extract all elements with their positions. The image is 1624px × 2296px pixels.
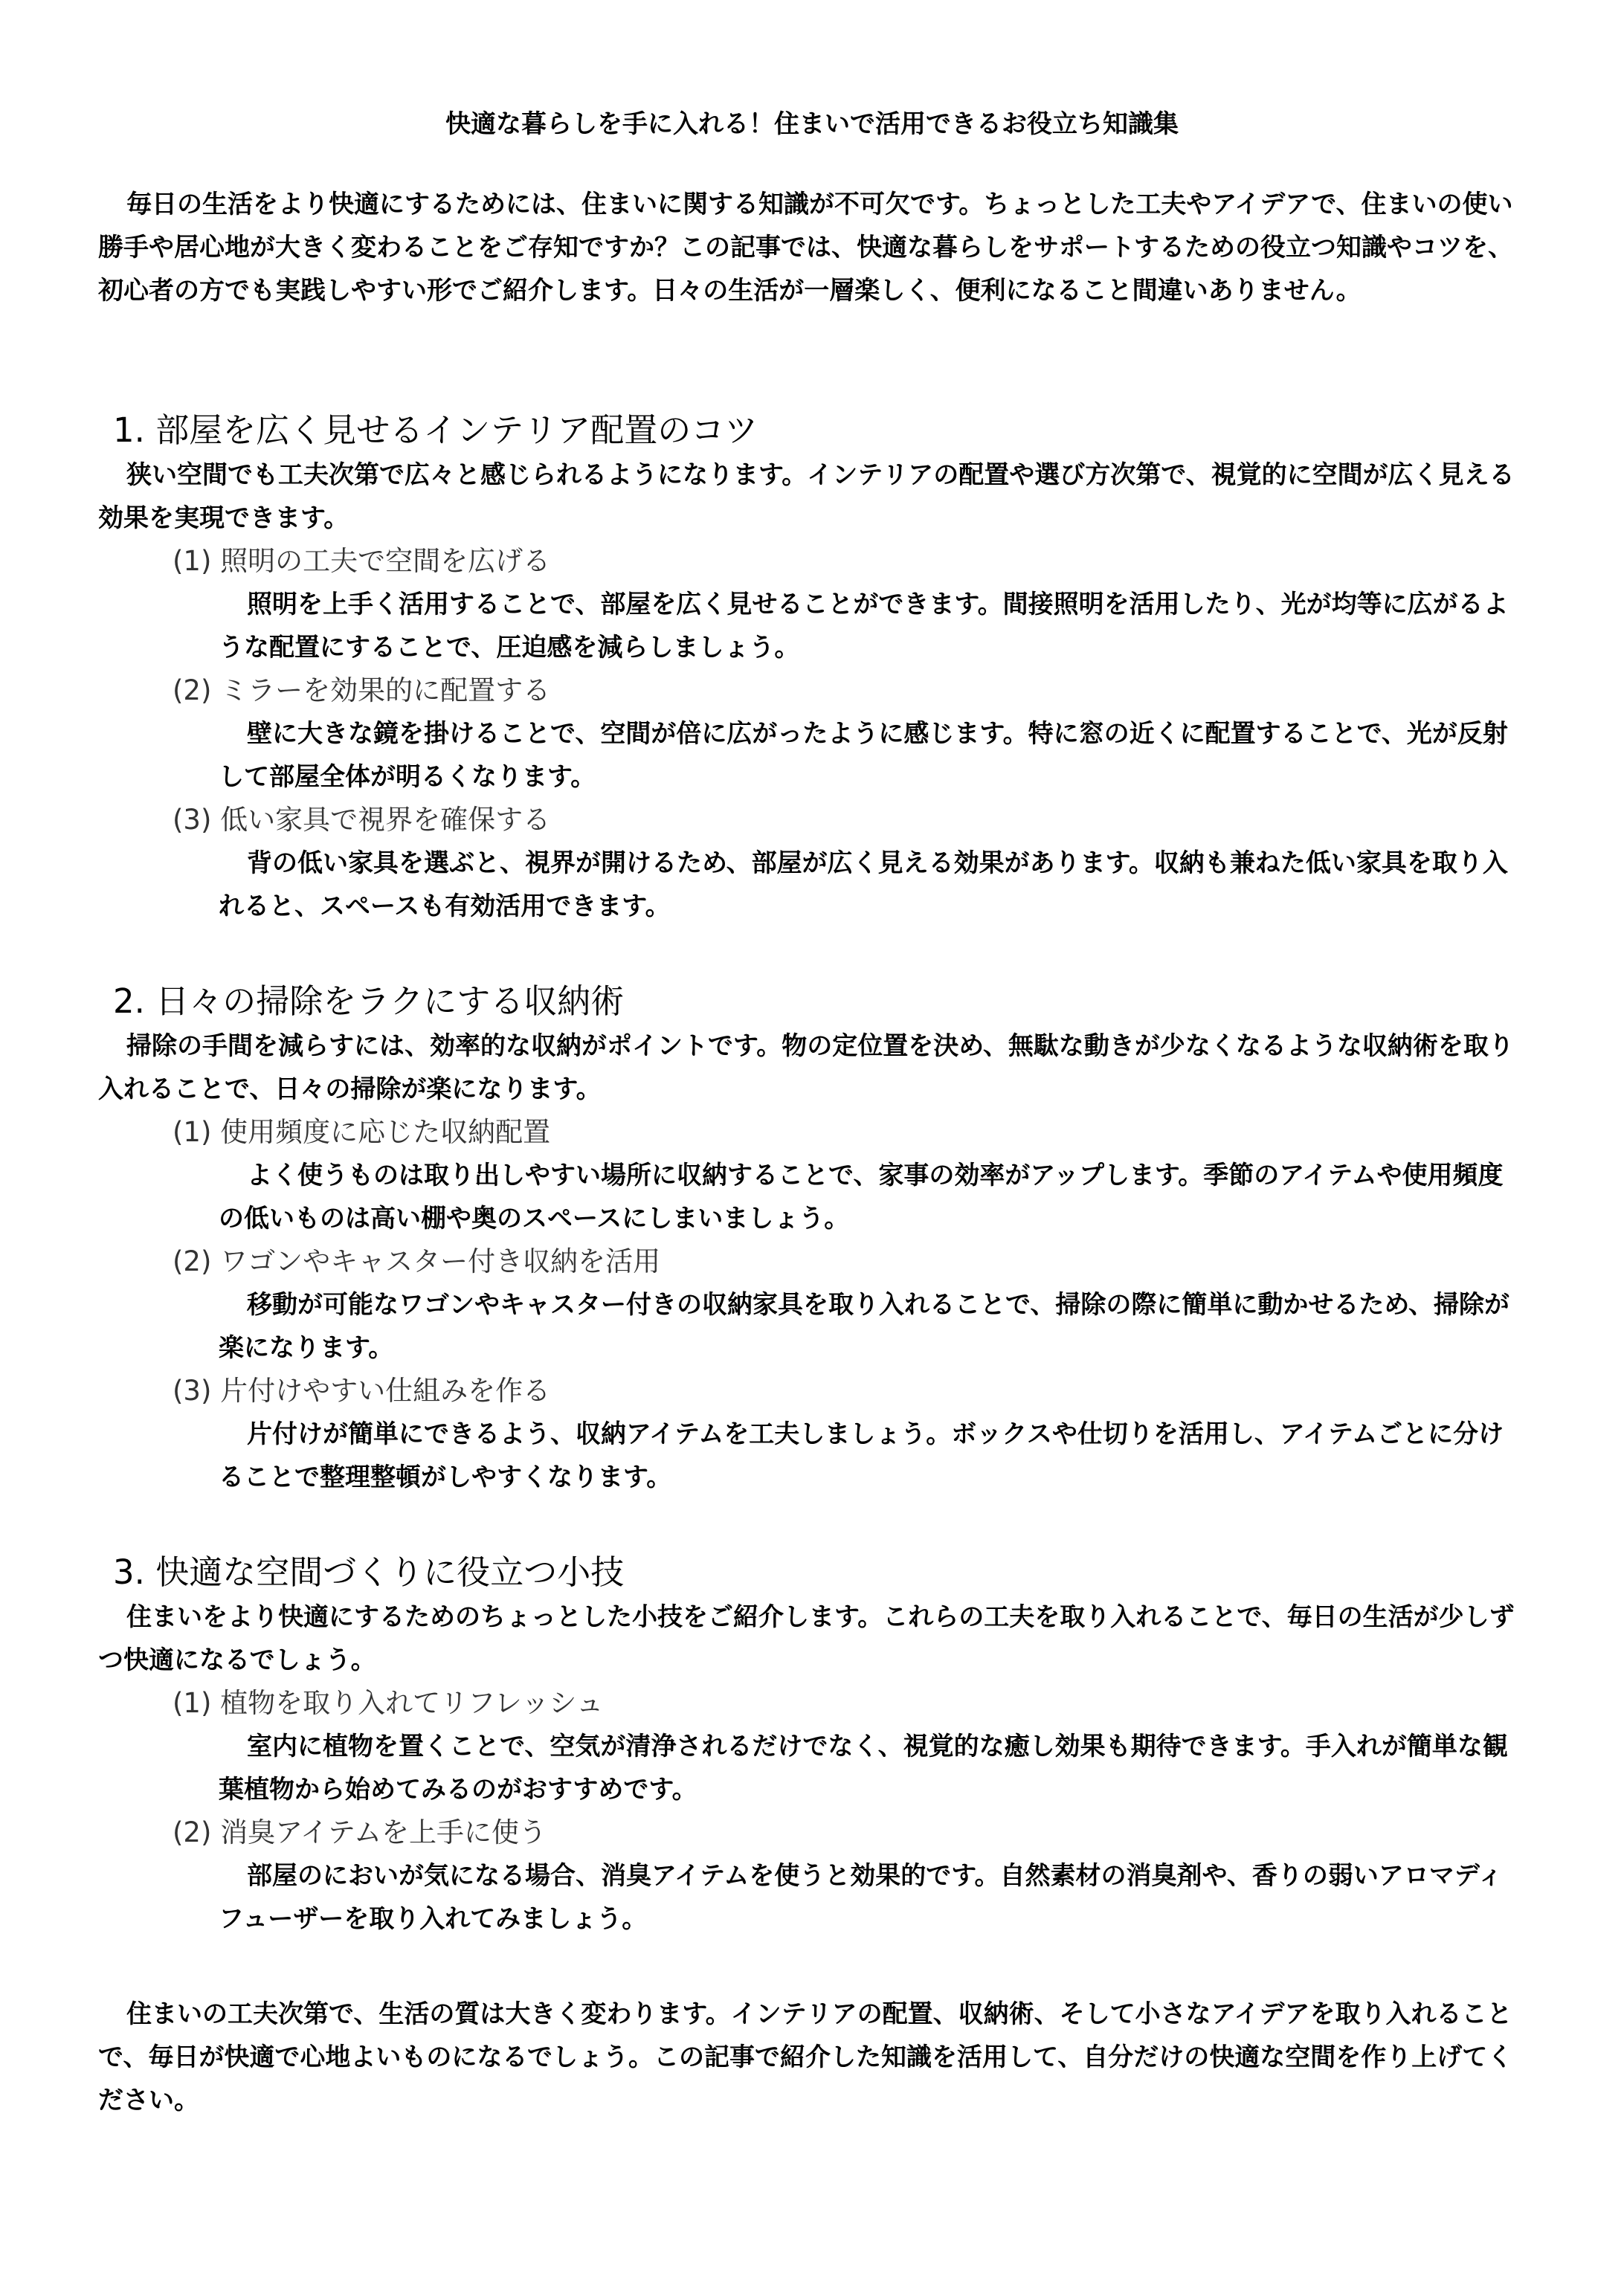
subsection-heading: (2) ワゴンやキャスター付き収納を活用 (173, 1245, 661, 1277)
subsection-body: 壁に大きな鏡を掛けることで、空間が倍に広がったように感じます。特に窓の近くに配置することで、光が反射して部屋全体が明るくなります。 (219, 719, 1508, 792)
subsection-usage-frequency (173, 1111, 1526, 1240)
subsection-deodorizer (173, 1811, 1526, 1941)
subsection-body: 移動が可能なワゴンやキャスター付きの収納家具を取り入れることで、掃除の際に簡単に動かせるため、掃除が楽になります。 (219, 1290, 1509, 1363)
subsection-mirror (173, 669, 1526, 799)
subsection-heading: (3) 片付けやすい仕組みを作る (173, 1375, 551, 1407)
intro-paragraph: 毎日の生活をより快適にするためには、住まいに関する知識が不可欠です。ちょっとした工夫やアイデアで、住まいの使い勝手や居心地が大きく変わることをご存知ですか？この記事では、快適な暮らしをサポートするための役立つ知識やコツを、初心者の方でも実践しやすい形でご紹介します。日々の生活が一層楽しく、便利になること間違いありません。 (98, 190, 1513, 306)
subsection-lighting (173, 540, 1526, 669)
subsection-body: 照明を上手く活用することで、部屋を広く見せることができます。間接照明を活用したり、光が均等に広がるような配置にすることで、圧迫感を減らしましょう。 (219, 590, 1509, 662)
section-heading: 3. 快適な空間づくりに役立つ小技 (113, 1552, 625, 1592)
subsection-heading: (3) 低い家具で視界を確保する (173, 804, 551, 836)
subsection-heading: (1) 照明の工夫で空間を広げる (173, 545, 551, 577)
section-heading: 1. 部屋を広く見せるインテリア配置のコツ (113, 410, 758, 450)
subsection-body: 部屋のにおいが気になる場合、消臭アイテムを使うと効果的です。自然素材の消臭剤や、香りの弱いアロマディフューザーを取り入れてみましょう。 (219, 1861, 1504, 1934)
subsection-heading: (2) 消臭アイテムを上手に使う (173, 1816, 547, 1848)
subsection-heading: (1) 使用頻度に応じた収納配置 (173, 1116, 551, 1148)
subsection-low-furniture (173, 799, 1526, 928)
section-interior-layout (98, 407, 1526, 928)
subsection-body: 室内に植物を置くことで、空気が清浄されるだけでなく、視覚的な癒し効果も期待できます。手入れが簡単な観葉植物から始めてみるのがおすすめです。 (219, 1732, 1508, 1805)
conclusion-paragraph: 住まいの工夫次第で、生活の質は大きく変わります。インテリアの配置、収納術、そして小さなアイデアを取り入れることで、毎日が快適で心地よいものになるでしょう。この記事で紹介した知識を活用して、自分だけの快適な空間を作り上げてください。 (98, 1999, 1513, 2115)
section-intro: 狭い空間でも工夫次第で広々と感じられるようになります。インテリアの配置や選び方次第で、視覚的に空間が広く見える効果を実現できます。 (98, 460, 1515, 533)
document-page (98, 0, 1526, 2296)
subsection-tidy-system (173, 1370, 1526, 1499)
subsection-body: 片付けが簡単にできるよう、収納アイテムを工夫しましょう。ボックスや仕切りを活用し、アイテムごとに分けることで整理整頓がしやすくなります。 (219, 1419, 1504, 1492)
subsection-heading: (2) ミラーを効果的に配置する (173, 674, 551, 706)
section-heading: 2. 日々の掃除をラクにする収納術 (113, 981, 625, 1021)
section-comfort-tips (98, 1550, 1526, 1941)
subsection-heading: (1) 植物を取り入れてリフレッシュ (173, 1687, 604, 1719)
subsection-wagon-storage (173, 1240, 1526, 1370)
section-intro: 住まいをより快適にするためのちょっとした小技をご紹介します。これらの工夫を取り入れることで、毎日の生活が少しずつ快適になるでしょう。 (98, 1602, 1515, 1675)
section-intro: 掃除の手間を減らすには、効率的な収納がポイントです。物の定位置を決め、無駄な動きが少なくなるような収納術を取り入れることで、日々の掃除が楽になります。 (98, 1031, 1514, 1104)
section-storage (98, 978, 1526, 1499)
subsection-plants (173, 1682, 1526, 1811)
document-title: 快適な暮らしを手に入れる！住まいで活用できるお役立ち知識集 (445, 109, 1179, 139)
subsection-body: よく使うものは取り出しやすい場所に収納することで、家事の効率がアップします。季節のアイテムや使用頻度の低いものは高い棚や奥のスペースにしまいましょう。 (219, 1161, 1504, 1234)
subsection-body: 背の低い家具を選ぶと、視界が開けるため、部屋が広く見える効果があります。収納も兼ねた低い家具を取り入れると、スペースも有効活用できます。 (219, 848, 1508, 921)
